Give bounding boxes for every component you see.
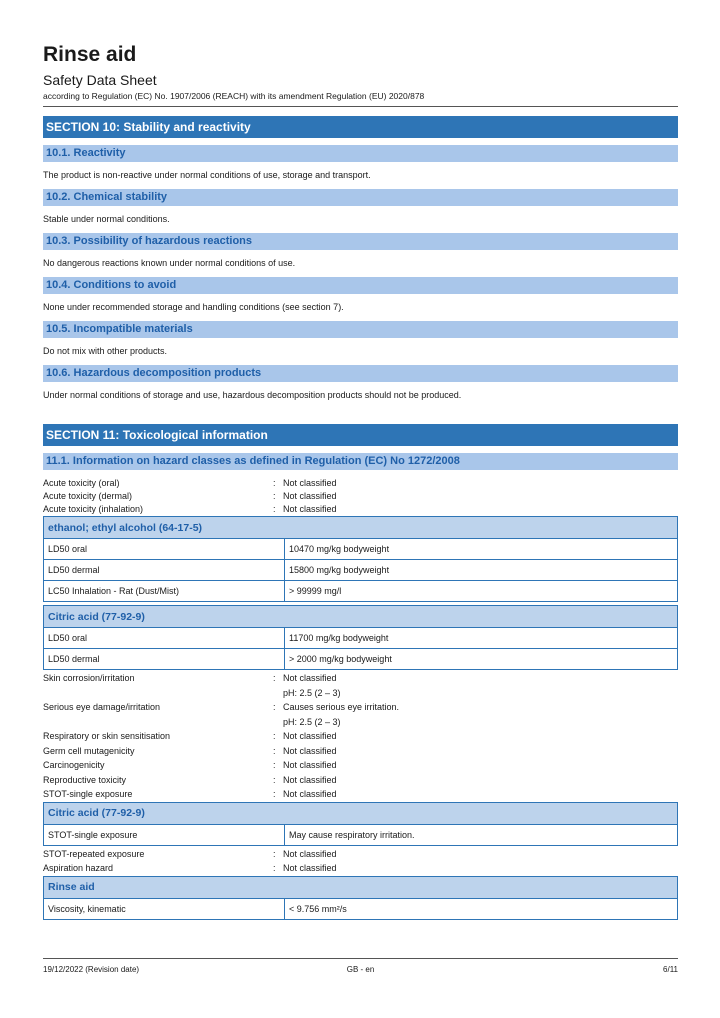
property-cell: LD50 oral <box>44 539 285 560</box>
kv-label: Respiratory or skin sensitisation <box>43 731 171 741</box>
subsection-10-5-text: Do not mix with other products. <box>43 346 168 356</box>
table-row <box>44 560 678 581</box>
rinse-aid-table <box>43 876 678 920</box>
kv-row: STOT-single exposure : Not classified <box>43 787 678 802</box>
regulation-note: according to Regulation (EC) No. 1907/2006 (REACH) with its amendment Regulation (EU) 2020/878 <box>43 91 425 101</box>
kv-label: Serious eye damage/irritation <box>43 702 161 712</box>
kv-label: Acute toxicity (dermal) <box>43 491 133 501</box>
kv-value: Not classified <box>283 774 337 785</box>
kv-value: Not classified <box>283 848 337 859</box>
kv-label: Reproductive toxicity <box>43 774 127 785</box>
language-code: GB - en <box>346 965 375 974</box>
kv-row: Reproductive toxicity : Not classified <box>43 773 678 788</box>
value-cell: 10470 mg/kg bodyweight <box>285 539 678 560</box>
header-divider <box>43 106 678 107</box>
kv-label: Germ cell mutagenicity <box>43 745 135 756</box>
document-type: Safety Data Sheet <box>43 72 157 88</box>
table-row <box>44 824 678 845</box>
document-page <box>43 0 678 920</box>
subsection-10-6-text: Under normal conditions of storage and use, hazardous decomposition products should not be produced. <box>43 390 462 400</box>
acute-toxicity-list <box>43 477 678 516</box>
substance-header: ethanol; ethyl alcohol (64-17-5) <box>44 517 678 539</box>
ethanol-table <box>43 516 678 602</box>
kv-value: Not classified <box>283 745 337 756</box>
property-cell: STOT-single exposure <box>44 824 285 845</box>
kv-row: Respiratory or skin sensitisation : Not classified <box>43 729 678 744</box>
kv-row: Acute toxicity (inhalation) : Not classified <box>43 503 678 516</box>
substance-header: Citric acid (77-92-9) <box>44 606 678 628</box>
product-name: Rinse aid <box>43 43 137 66</box>
kv-label: STOT-single exposure <box>43 789 133 799</box>
kv-label: Acute toxicity (inhalation) <box>43 504 144 514</box>
subsection-10-1-text: The product is non-reactive under normal conditions of use, storage and transport. <box>43 170 371 180</box>
kv-value: Not classified <box>283 731 337 741</box>
subsection-10-3-text: No dangerous reactions known under normal conditions of use. <box>43 258 296 268</box>
revision-date: 19/12/2022 (Revision date) <box>43 965 140 974</box>
kv-value: Causes serious eye irritation. <box>283 702 400 712</box>
citric-acid-table <box>43 605 678 670</box>
subsection-11-1: 11.1. Information on hazard classes as defined in Regulation (EC) No 1272/2008 <box>43 453 678 470</box>
page-footer <box>43 958 678 974</box>
kv-row: Aspiration hazard : Not classified <box>43 861 678 876</box>
kv-value-ph: pH: 2.5 (2 – 3) <box>283 716 341 727</box>
kv-row: Germ cell mutagenicity : Not classified <box>43 744 678 759</box>
value-cell: May cause respiratory irritation. <box>285 824 678 845</box>
subsection-10-4-text: None under recommended storage and handling conditions (see section 7). <box>43 302 344 312</box>
table-row <box>44 649 678 670</box>
table-row <box>44 581 678 602</box>
subsection-10-5: 10.5. Incompatible materials <box>43 321 678 338</box>
property-cell: LC50 Inhalation - Rat (Dust/Mist) <box>44 581 285 602</box>
subsection-10-3: 10.3. Possibility of hazardous reactions <box>43 233 678 250</box>
kv-value: Not classified <box>283 504 337 514</box>
kv-label: Acute toxicity (oral) <box>43 478 120 488</box>
property-cell: Viscosity, kinematic <box>44 898 285 919</box>
property-cell: LD50 dermal <box>44 649 285 670</box>
kv-label: Carcinogenicity <box>43 760 105 770</box>
kv-label: Skin corrosion/irritation <box>43 673 135 683</box>
value-cell: < 9.756 mm²/s <box>285 898 678 919</box>
section-10-header: SECTION 10: Stability and reactivity <box>43 116 678 138</box>
value-cell: > 2000 mg/kg bodyweight <box>285 649 678 670</box>
kv-label: STOT-repeated exposure <box>43 848 145 859</box>
value-cell: 15800 mg/kg bodyweight <box>285 560 678 581</box>
kv-value: Not classified <box>283 478 337 488</box>
kv-row: Skin corrosion/irritation : Not classified pH: 2.5 (2 – 3) <box>43 671 678 700</box>
kv-value: Not classified <box>283 760 337 770</box>
subsection-10-1: 10.1. Reactivity <box>43 145 678 162</box>
kv-row: Serious eye damage/irritation : Causes serious eye irritation. pH: 2.5 (2 – 3) <box>43 700 678 729</box>
subsection-10-2-text: Stable under normal conditions. <box>43 214 170 224</box>
citric-acid-stot-table <box>43 802 678 846</box>
substance-header: Citric acid (77-92-9) <box>44 802 678 824</box>
kv-value: Not classified <box>283 863 337 873</box>
table-row <box>44 898 678 919</box>
subsection-10-2: 10.2. Chemical stability <box>43 189 678 206</box>
kv-value: Not classified <box>283 673 337 683</box>
subsection-10-6: 10.6. Hazardous decomposition products <box>43 365 678 382</box>
kv-value-ph: pH: 2.5 (2 – 3) <box>283 687 341 698</box>
hazard-list-2 <box>43 847 678 876</box>
value-cell: 11700 mg/kg bodyweight <box>285 628 678 649</box>
property-cell: LD50 dermal <box>44 560 285 581</box>
kv-label: Aspiration hazard <box>43 863 114 873</box>
section-11-header: SECTION 11: Toxicological information <box>43 424 678 446</box>
table-row <box>44 539 678 560</box>
hazard-list <box>43 671 678 802</box>
value-cell: > 99999 mg/l <box>285 581 678 602</box>
kv-row: Acute toxicity (oral) : Not classified <box>43 477 678 490</box>
table-row <box>44 628 678 649</box>
kv-value: Not classified <box>283 491 337 501</box>
page-number: 6/11 <box>663 965 679 974</box>
substance-header: Rinse aid <box>44 876 678 898</box>
kv-value: Not classified <box>283 789 337 799</box>
kv-row: STOT-repeated exposure : Not classified <box>43 847 678 862</box>
subsection-10-4: 10.4. Conditions to avoid <box>43 277 678 294</box>
property-cell: LD50 oral <box>44 628 285 649</box>
kv-row: Carcinogenicity : Not classified <box>43 758 678 773</box>
kv-row: Acute toxicity (dermal) : Not classified <box>43 490 678 503</box>
